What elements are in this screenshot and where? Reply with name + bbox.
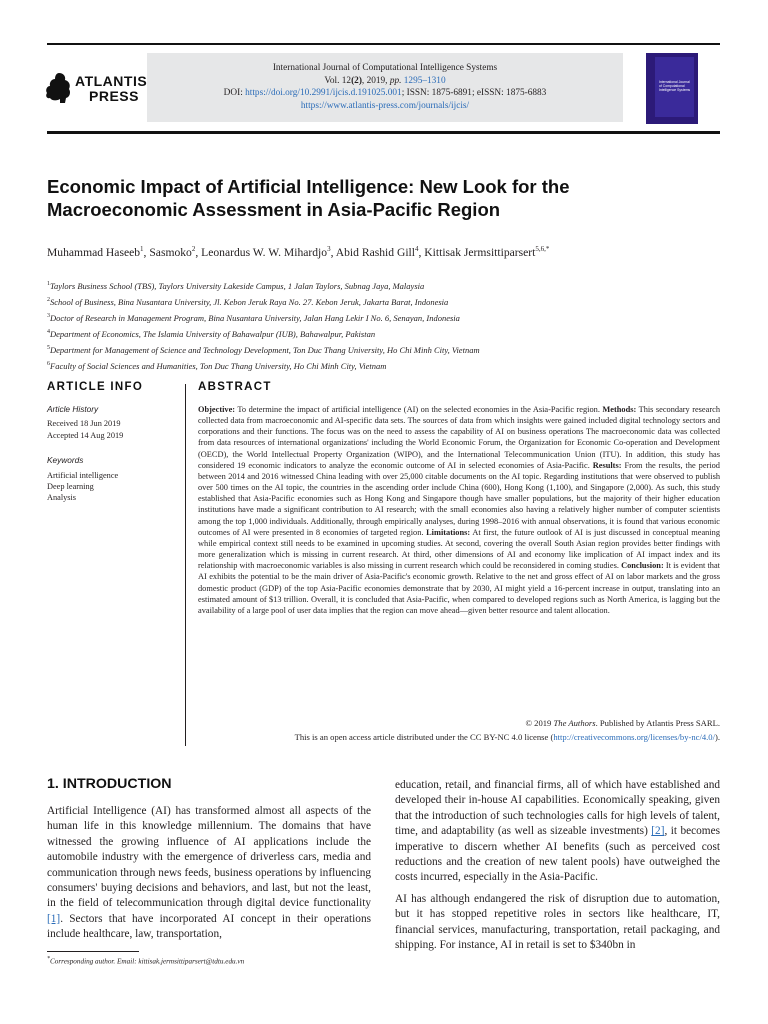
intro-left-column bbox=[47, 804, 371, 943]
copyright-notice bbox=[198, 716, 720, 744]
paragraph: AI has although endangered the risk of disruption due to automation, but it has stopped repetitive roles in sectors like healthcare, IT, financial services, manufacturing, transportation, retail packaging, and shipping. For instance, AI in retail is set to $340bn in bbox=[395, 892, 720, 952]
doi-link[interactable]: https://doi.org/10.2991/ijcis.d.191025.001 bbox=[245, 88, 402, 98]
license-line: This is an open access article distributed under the CC BY-NC 4.0 license (http://creativecommons.org/licenses/by-nc/4.0/). bbox=[294, 732, 720, 742]
affiliations bbox=[47, 277, 720, 373]
journal-url-link[interactable]: https://www.atlantis-press.com/journals/ijcis/ bbox=[300, 100, 470, 111]
copyright-line: © 2019 The Authors. Published by Atlantis Press SARL. bbox=[525, 718, 720, 728]
intro-right-column bbox=[395, 778, 720, 953]
keywords-list bbox=[47, 470, 118, 503]
reference-link-2[interactable]: [2] bbox=[651, 825, 665, 838]
accepted-date: Accepted 14 Aug 2019 bbox=[47, 431, 124, 440]
abstract-heading: ABSTRACT bbox=[198, 381, 272, 393]
pages-link[interactable]: 1295–1310 bbox=[403, 75, 446, 86]
paragraph: Artificial Intelligence (AI) has transformed almost all aspects of the human life in this knowledge millennium. The domains that have witnessed the growing influence of AI applications include the automobile industry with the emergence of driverless cars, media and communication through news feeds, business operations by influencing consumers' buying decisions and behaviors, and last, but not the least, in the field of telecommunication through digital device functionality [1]. Sectors that have incorporated AI concept in their operations include healthcare, law, transportation, bbox=[47, 805, 371, 941]
logo-text bbox=[75, 74, 147, 104]
footnote-rule bbox=[47, 951, 139, 952]
received-date: Received 18 Jun 2019 bbox=[47, 419, 121, 428]
license-link[interactable]: http://creativecommons.org/licenses/by-nc/4.0/ bbox=[553, 732, 715, 742]
logo-line-1: ATLANTIS bbox=[75, 73, 148, 89]
header-rule-bottom bbox=[47, 131, 720, 134]
article-title: Economic Impact of Artificial Intelligence: New Look for the Macroeconomic Assessment in Asia-Pacific Region bbox=[47, 176, 570, 220]
affiliation-item: $^4$Department of Economics, The Islamia University of Bahawalpur (IUB), Bahawalpur, Pakistan bbox=[47, 328, 376, 339]
journal-volume: Vol. 12(2), 2019, pp. 1295–1310 bbox=[324, 75, 446, 86]
author-list: Muhammad Haseeb$^1$, Sasmoko$^2$, Leonardus W. W. Mihardjo$^3$, Abid Rashid Gill$^4$, Kittisak Jermsittiparsert$^{5,6,*}$ bbox=[47, 245, 550, 259]
affiliation-item: $^2$School of Business, Bina Nusantara University, Jl. Kebon Jeruk Raya No. 27. Kebon Jeruk, Jakarta Barat, Indonesia bbox=[47, 296, 449, 307]
journal-info bbox=[147, 62, 623, 112]
logo-line-2: PRESS bbox=[89, 88, 139, 104]
abstract-body: Objective: To determine the impact of artificial intelligence (AI) on the selected economies in the Asia-Pacific region. Methods: This secondary research collected data from macroeconomic and AI-specific data sets. The sources of data from which insights were gained included digital technology sectors and corporations and their functions. The focus was on the need to assess the capability of AI on business operations The macroeconomic data was collected from data resources of international organizations' including the World Economic Forum, the Organization for Economic Co-operation and Development (OECD), the World Intellectual Property Organization (WIPO), and the International Telecommunication Union (ITU). In addition, this study has considered 19 economic indicators to analyze the economic outcome of AI in selected economies of Asia-Pacific. Results: From the results, the period between 2014 and 2016 witnessed China leading with over 25,000 citable documents on the AI topic. Regarding institutions that were observed to publish over 500 times on the AI topic, the countries in the ascending order include China (600), Hong Kong (1,100), and Singapore (2,000). As such, this study established that Asia-Pacific economies such as Hong Kong and Singapore though have smaller populations, but the majority of their higher education institutions have made a significant contribution to AI research; with the small economies also having a relatively higher number of computer scientists among the top 1,000 individuals. Additionally, through empirically analyses, during 1998–2016 with annual observations, it is found that various economic outcomes of AI were presented in 8 economies of targeted region. Limitations: At first, the future outlook of AI is just discussed in conceptual meaning while empirical context still needs to be examined in upcoming studies. At second, covering the overall South Asian region provides better findings with more generalization which is missing in current research. At third, other dimensions of AI and economy like implication of AI impact index and its relationship with macroeconomic variables is also missing in current research which could be reconsidered in coming studies. Conclusion: It is evident that AI exhibits the potential to be the main driver of Asia-Pacific's economic growth. Relative to the net and gross effect of AI on labor markets and the gross domestic product (GDP) of the top Asia-Pacific economies demonstrate that by 2030, AI might yield a 16-percent increase in output, translating into an estimated amount of $13 trillion. Overall, it is concluded that Asia-Pacific, when compared to developed regions such as North America, is lagging but the availability of a large pool of user data implies that the region can move ahead—given better resource and talent allocation. bbox=[198, 405, 721, 615]
keywords-label: Keywords bbox=[47, 455, 84, 465]
author-name: Sasmoko bbox=[149, 245, 192, 259]
author-name: Kittisak Jermsittiparsert bbox=[424, 245, 536, 259]
author-name: Muhammad Haseeb bbox=[47, 245, 141, 259]
article-history bbox=[47, 418, 123, 442]
header-rule-top bbox=[47, 43, 720, 45]
affiliation-item: $^3$Doctor of Research in Management Program, Bina Nusantara University, Jalan Hang Lekir I No. 6, Senayan, Indonesia bbox=[47, 312, 460, 323]
keyword-item: Artificial intelligence bbox=[47, 471, 119, 480]
affiliation-item: $^1$Taylors Business School (TBS), Taylors University Lakeside Campus, 1 Jalan Taylors, Subnag Jaya, Malaysia bbox=[47, 280, 425, 291]
author-name: Abid Rashid Gill bbox=[335, 245, 415, 259]
journal-name: International Journal of Computational Intelligence Systems bbox=[272, 63, 498, 73]
atlantis-press-logo[interactable] bbox=[45, 72, 148, 106]
journal-cover-image[interactable] bbox=[646, 53, 698, 124]
corresponding-author-footnote: *Corresponding author. Email: kittisak.jermsittiparsert@tdtu.edu.vn bbox=[47, 956, 245, 966]
logo-figure-icon bbox=[45, 72, 73, 104]
introduction-heading: 1. INTRODUCTION bbox=[47, 776, 172, 792]
keyword-item: Deep learning bbox=[47, 482, 94, 491]
reference-link-1[interactable]: [1] bbox=[47, 912, 61, 925]
journal-doi: DOI: https://doi.org/10.2991/ijcis.d.191025.001; ISSN: 1875-6891; eISSN: 1875-6883 bbox=[223, 88, 547, 98]
info-abstract-divider bbox=[185, 384, 186, 746]
cover-text: International Journal of Computational Intelligence Systems bbox=[659, 80, 691, 92]
article-info-heading: ARTICLE INFO bbox=[47, 381, 144, 393]
paragraph: education, retail, and financial firms, all of which have established and developed their in-house AI capabilities. Economically speaking, given that the introduction of such technologies calls for high levels of talent, time, and adaptability (as well as sizeable investments) [2], it becomes imperative to discern whether AI benefits (such as perceived cost reductions and the creation of new talent pools) have outweighed the costs incurred, especially in the Asia-Pacific. bbox=[395, 779, 720, 884]
affiliation-item: $^5$Department for Management of Science and Technology Development, Ton Duc Thang University, Ho Chi Minh City, Vietnam bbox=[47, 344, 480, 355]
article-history-label: Article History bbox=[47, 404, 99, 414]
affiliation-item: $^6$Faculty of Social Sciences and Humanities, Ton Duc Thang University, Ho Chi Minh City, Vietnam bbox=[47, 360, 387, 371]
author-name: Leonardus W. W. Mihardjo bbox=[201, 245, 328, 259]
keyword-item: Analysis bbox=[47, 493, 77, 502]
